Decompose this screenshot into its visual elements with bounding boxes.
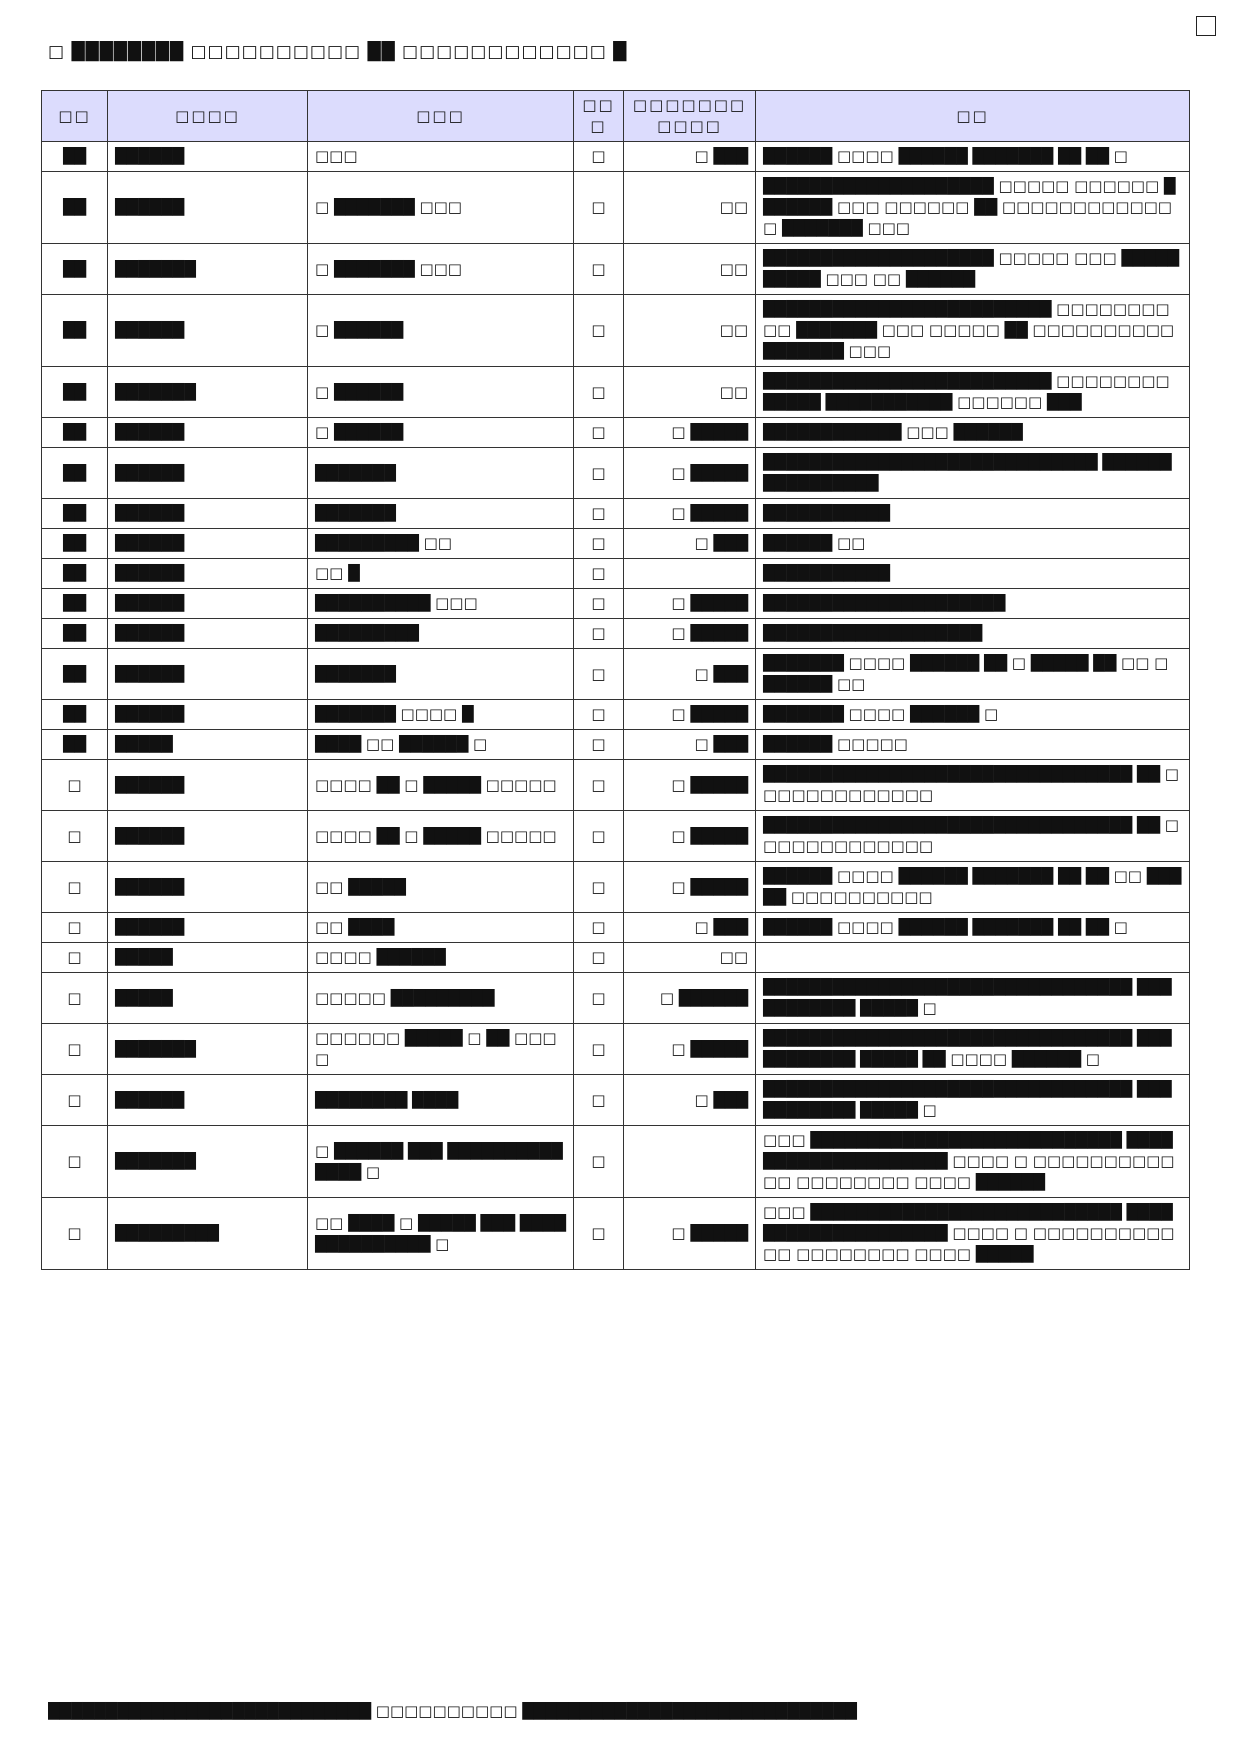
note-cell: ████████████████████ □□□□□ □□□□□□ ███████ □□□ □□□□□□ ██ □□□□□□□□□□□□ □ ███████ □□□: [756, 172, 1190, 244]
name-cell: █████████: [308, 619, 574, 649]
row-number-cell: ██: [42, 295, 108, 367]
amount-cell: □ █████: [624, 1024, 756, 1075]
row-number-cell: ██: [42, 559, 108, 589]
row-number-cell: □: [42, 1075, 108, 1126]
row-number-cell: ██: [42, 730, 108, 760]
page-cell: □: [574, 913, 624, 943]
ledger-table: [41, 90, 1190, 1270]
date-cell: ██████: [108, 529, 308, 559]
table-row: [42, 295, 1190, 367]
date-cell: ██████: [108, 811, 308, 862]
amount-cell: □□: [624, 943, 756, 973]
date-cell: ██████: [108, 1075, 308, 1126]
table-row: [42, 448, 1190, 499]
date-cell: ███████: [108, 244, 308, 295]
name-cell: □□ ████: [308, 913, 574, 943]
page-cell: □: [574, 943, 624, 973]
date-cell: ███████: [108, 1126, 308, 1198]
row-number-cell: □: [42, 943, 108, 973]
table-row: [42, 700, 1190, 730]
page-cell: □: [574, 367, 624, 418]
note-cell: [756, 943, 1190, 973]
table-row: [42, 172, 1190, 244]
amount-cell: □ ███: [624, 142, 756, 172]
col-header-no: □□: [42, 91, 108, 142]
note-cell: ███████ □□□□ ██████ ██ □ █████ ██ □□ □ ██████ □□: [756, 649, 1190, 700]
document-title: □ ████████ □□□□□□□□□□ ██ □□□□□□□□□□□□ █: [48, 42, 628, 62]
table-row: [42, 418, 1190, 448]
amount-cell: □ █████: [624, 589, 756, 619]
page-cell: □: [574, 142, 624, 172]
name-cell: □□□□ ██ □ █████ □□□□□: [308, 760, 574, 811]
amount-cell: □ █████: [624, 619, 756, 649]
table-row: [42, 1024, 1190, 1075]
page-cell: □: [574, 811, 624, 862]
page-cell: □: [574, 295, 624, 367]
table-row: [42, 499, 1190, 529]
table-row: [42, 862, 1190, 913]
amount-cell: □ █████: [624, 700, 756, 730]
row-number-cell: ██: [42, 142, 108, 172]
date-cell: ██████: [108, 700, 308, 730]
amount-cell: □ ███: [624, 529, 756, 559]
note-cell: ████████████████████████████████ ███████████ █████ ██ □□□□ ██████ □: [756, 1024, 1190, 1075]
page-cell: □: [574, 499, 624, 529]
amount-cell: □ ███: [624, 649, 756, 700]
amount-cell: □ ███: [624, 730, 756, 760]
note-cell: ███████████: [756, 559, 1190, 589]
amount-cell: □ █████: [624, 862, 756, 913]
date-cell: ██████: [108, 142, 308, 172]
note-cell: ████████████████████████████████ ██ □□□□□□□□□□□□□: [756, 811, 1190, 862]
page-cell: □: [574, 529, 624, 559]
row-number-cell: ██: [42, 529, 108, 559]
col-header-note: □□: [756, 91, 1190, 142]
row-number-cell: ██: [42, 619, 108, 649]
name-cell: ███████: [308, 499, 574, 529]
table-row: [42, 760, 1190, 811]
name-cell: □ ███████ □□□: [308, 172, 574, 244]
row-number-cell: ██: [42, 367, 108, 418]
col-header-name: □□□: [308, 91, 574, 142]
note-cell: ████████████████████ □□□□□ □□□ ██████████ □□□ □□ ██████: [756, 244, 1190, 295]
name-cell: □□ ████ □ █████ ███ ██████████████ □: [308, 1198, 574, 1270]
row-number-cell: □: [42, 1198, 108, 1270]
row-number-cell: □: [42, 1024, 108, 1075]
date-cell: █████: [108, 943, 308, 973]
page-cell: □: [574, 1198, 624, 1270]
note-cell: █████████████████████████ □□□□□□□□ █████ ███████████ □□□□□□ ███: [756, 367, 1190, 418]
amount-cell: □ █████: [624, 418, 756, 448]
row-number-cell: ██: [42, 448, 108, 499]
note-cell: ██████ □□□□□: [756, 730, 1190, 760]
row-number-cell: ██: [42, 244, 108, 295]
name-cell: ███████: [308, 448, 574, 499]
date-cell: ██████: [108, 448, 308, 499]
col-header-date: □□□□: [108, 91, 308, 142]
note-cell: ████████████ □□□ ██████: [756, 418, 1190, 448]
amount-cell: □□: [624, 367, 756, 418]
note-cell: ██████ □□□□ ██████ ███████ ██ ██ □: [756, 913, 1190, 943]
row-number-cell: □: [42, 811, 108, 862]
table-row: [42, 913, 1190, 943]
table-row: [42, 1198, 1190, 1270]
date-cell: █████: [108, 973, 308, 1024]
table-row: [42, 973, 1190, 1024]
table-row: [42, 811, 1190, 862]
date-cell: ██████: [108, 760, 308, 811]
table-row: [42, 1075, 1190, 1126]
note-cell: ██████ □□□□ ██████ ███████ ██ ██ □: [756, 142, 1190, 172]
note-cell: ████████████████████████████████ ██ □□□□□□□□□□□□□: [756, 760, 1190, 811]
table-row: [42, 649, 1190, 700]
row-number-cell: ██: [42, 700, 108, 730]
amount-cell: □ █████: [624, 448, 756, 499]
row-number-cell: ██: [42, 589, 108, 619]
amount-cell: □ ██████: [624, 973, 756, 1024]
amount-cell: [624, 559, 756, 589]
date-cell: ██████: [108, 913, 308, 943]
name-cell: □□□□ ██████: [308, 943, 574, 973]
table-row: [42, 730, 1190, 760]
date-cell: ███████: [108, 1024, 308, 1075]
amount-cell: □ █████: [624, 760, 756, 811]
date-cell: ██████: [108, 295, 308, 367]
note-cell: █████████████████████████████ ████████████████: [756, 448, 1190, 499]
date-cell: █████: [108, 730, 308, 760]
note-cell: □□□ ███████████████████████████ ████████████████████ □□□□ □ □□□□□□□□□□□□ □□□□□□□□ □□□□ ██████: [756, 1126, 1190, 1198]
page-cell: □: [574, 1075, 624, 1126]
amount-cell: □ ███: [624, 913, 756, 943]
name-cell: □□□: [308, 142, 574, 172]
row-number-cell: □: [42, 913, 108, 943]
table-row: [42, 529, 1190, 559]
date-cell: ██████: [108, 649, 308, 700]
name-cell: □ ██████: [308, 367, 574, 418]
name-cell: ███████: [308, 649, 574, 700]
amount-cell: □□: [624, 172, 756, 244]
table-row: [42, 367, 1190, 418]
note-cell: ███████████████████: [756, 619, 1190, 649]
name-cell: □ ██████: [308, 295, 574, 367]
date-cell: ██████: [108, 172, 308, 244]
name-cell: □□□□□ █████████: [308, 973, 574, 1024]
col-header-amount: □□□□□□□□□□□: [624, 91, 756, 142]
table-row: [42, 244, 1190, 295]
name-cell: ████ □□ ██████ □: [308, 730, 574, 760]
name-cell: □□ █: [308, 559, 574, 589]
page-cell: □: [574, 730, 624, 760]
note-cell: ███████████: [756, 499, 1190, 529]
date-cell: ██████: [108, 862, 308, 913]
date-cell: ██████: [108, 418, 308, 448]
page-cell: □: [574, 1126, 624, 1198]
table-row: [42, 943, 1190, 973]
table-row: [42, 142, 1190, 172]
page-cell: □: [574, 448, 624, 499]
table-body: [42, 142, 1190, 1270]
page-cell: □: [574, 589, 624, 619]
name-cell: □□□□□□ █████ □ ██ □□□□: [308, 1024, 574, 1075]
amount-cell: □ ███: [624, 1075, 756, 1126]
page-cell: □: [574, 244, 624, 295]
table-row: [42, 589, 1190, 619]
date-cell: ██████: [108, 589, 308, 619]
page-cell: □: [574, 172, 624, 244]
row-number-cell: □: [42, 973, 108, 1024]
name-cell: ██████████ □□□: [308, 589, 574, 619]
page-corner-mark: [1196, 16, 1216, 36]
page-cell: □: [574, 973, 624, 1024]
name-cell: █████████ □□: [308, 529, 574, 559]
name-cell: □□ █████: [308, 862, 574, 913]
name-cell: □□□□ ██ □ █████ □□□□□: [308, 811, 574, 862]
note-cell: □□□ ███████████████████████████ ████████████████████ □□□□ □ □□□□□□□□□□□□ □□□□□□□□ □□□□ █████: [756, 1198, 1190, 1270]
amount-cell: □ █████: [624, 499, 756, 529]
date-cell: ███████: [108, 367, 308, 418]
amount-cell: [624, 1126, 756, 1198]
amount-cell: □ █████: [624, 811, 756, 862]
note-cell: ███████ □□□□ ██████ □: [756, 700, 1190, 730]
page-cell: □: [574, 619, 624, 649]
page-cell: □: [574, 760, 624, 811]
amount-cell: □□: [624, 244, 756, 295]
row-number-cell: ██: [42, 649, 108, 700]
row-number-cell: ██: [42, 418, 108, 448]
date-cell: ██████: [108, 619, 308, 649]
table-row: [42, 619, 1190, 649]
row-number-cell: ██: [42, 499, 108, 529]
amount-cell: □□: [624, 295, 756, 367]
name-cell: □ ██████ ███ ██████████████ □: [308, 1126, 574, 1198]
page-cell: □: [574, 649, 624, 700]
name-cell: ███████ □□□□ █: [308, 700, 574, 730]
page-cell: □: [574, 1024, 624, 1075]
page-cell: □: [574, 862, 624, 913]
table-row: [42, 1126, 1190, 1198]
note-cell: ██████ □□□□ ██████ ███████ ██ ██ □□ █████ □□□□□□□□□□: [756, 862, 1190, 913]
col-header-page: □□□: [574, 91, 624, 142]
page-cell: □: [574, 418, 624, 448]
note-cell: ██████ □□: [756, 529, 1190, 559]
table-row: [42, 559, 1190, 589]
page-cell: □: [574, 559, 624, 589]
row-number-cell: □: [42, 862, 108, 913]
date-cell: █████████: [108, 1198, 308, 1270]
date-cell: ██████: [108, 499, 308, 529]
page-cell: □: [574, 700, 624, 730]
name-cell: □ ███████ □□□: [308, 244, 574, 295]
row-number-cell: ██: [42, 172, 108, 244]
row-number-cell: □: [42, 760, 108, 811]
name-cell: ████████ ████: [308, 1075, 574, 1126]
name-cell: □ ██████: [308, 418, 574, 448]
note-cell: █████████████████████████ □□□□□□□□□□ ███████ □□□ □□□□□ ██ □□□□□□□□□□ ███████ □□□: [756, 295, 1190, 367]
footer-note: ████████████████████████████ □□□□□□□□□□ █████████████████████████████: [48, 1702, 857, 1720]
note-cell: ████████████████████████████████ ███████████ █████ □: [756, 1075, 1190, 1126]
table-header-row: [42, 91, 1190, 142]
note-cell: █████████████████████: [756, 589, 1190, 619]
note-cell: ████████████████████████████████ ███████████ █████ □: [756, 973, 1190, 1024]
date-cell: ██████: [108, 559, 308, 589]
row-number-cell: □: [42, 1126, 108, 1198]
amount-cell: □ █████: [624, 1198, 756, 1270]
